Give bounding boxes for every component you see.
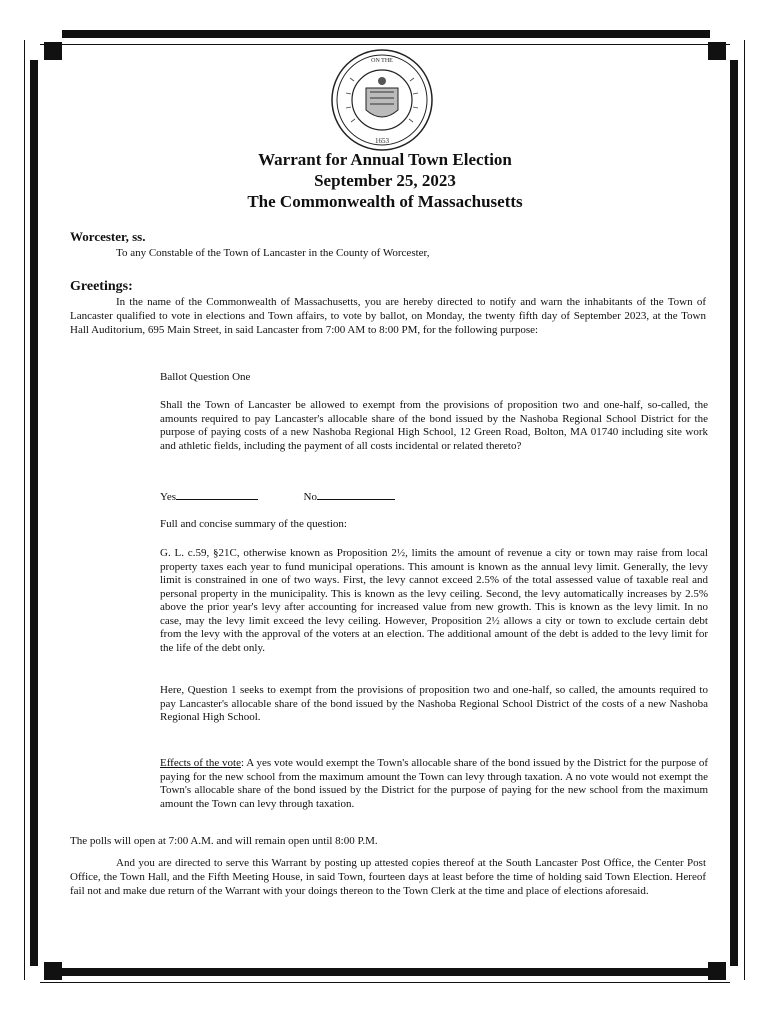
corner-br — [708, 962, 726, 980]
border-bottom — [62, 968, 710, 976]
county-text: To any Constable of the Town of Lancaster in the County of Worcester, — [116, 247, 430, 259]
greetings-text: In the name of the Commonwealth of Massachusetts, you are hereby directed to notify and warn the inhabitants of the Town of Lancaster qualified to vote in elections and Town affairs, to vote by ballot, on Monday, the twenty fifth day of September 2023, at the Town Hall Auditorium, 695 Main Street, in said Lancaster from 7:00 AM to 8:00 PM, for the following purpose: — [70, 296, 706, 336]
thin-bottom — [40, 982, 730, 983]
ballot-question: Shall the Town of Lancaster be allowed to exempt from the provisions of proposition two and one-half, so-called, the amounts required to pay Lancaster's allocable share of the bond issued by the Nashoba Regional School District for the purpose of paying costs of a new Nashoba Regional High School, 12 Green Road, Bolton, MA 01740 including site work and athletic fields, including the payment of all costs incidental or related thereto? — [160, 399, 708, 452]
corner-bl — [44, 962, 62, 980]
seal-year: 1653 — [375, 137, 389, 145]
town-seal — [330, 48, 434, 152]
title-line-1: Warrant for Annual Town Election — [258, 150, 512, 169]
thin-top — [40, 44, 730, 45]
effects-paragraph — [160, 757, 708, 811]
effects-text: : A yes vote would exempt the Town's allocable share of the bond issued by the District for the purpose of paying for the new school from the maximum amount the Town can levy through taxation. A no vote would not exempt the Town's allocable share of the bond issued by the District for the purpose of paying for the new school from the maximum amount the Town can levy through taxation. — [160, 757, 709, 810]
no-blank — [317, 489, 395, 500]
closing-text: And you are directed to serve this Warrant by posting up attested copies thereof at the South Lancaster Post Office, the Center Post Office, the Town Hall, and the Fifth Meeting House, in said Town, fourteen days at least before the time of holding said Town Election. Hereof fail not and make due return of the Warrant with your doings thereon to the Town Clerk at the time and place of elections aforesaid. — [70, 857, 706, 897]
seal-ring-top: ON THE — [371, 58, 393, 64]
no-label: No — [303, 491, 317, 503]
greetings-heading: Greetings: — [70, 279, 133, 294]
summary-paragraph-2: Here, Question 1 seeks to exempt from the provisions of proposition two and one-half, so called, the amounts required to pay Lancaster's allocable share of the bond issued by the Nashoba Regional School District of the costs of a new Nashoba Regional High School. — [160, 684, 708, 723]
county-heading: Worcester, ss. — [70, 229, 146, 244]
yes-no-line — [160, 489, 395, 503]
effects-label: Effects of the vote — [160, 757, 241, 769]
ballot-heading: Ballot Question One — [160, 371, 251, 383]
title-line-3: The Commonwealth of Massachusetts — [247, 192, 523, 211]
polls-text: The polls will open at 7:00 A.M. and will remain open until 8:00 P.M. — [70, 835, 378, 847]
border-top — [62, 30, 710, 38]
title-line-2: September 25, 2023 — [314, 171, 456, 190]
yes-label: Yes — [160, 491, 177, 503]
summary-heading: Full and concise summary of the question: — [160, 518, 347, 530]
yes-blank — [176, 489, 258, 500]
summary-paragraph-1: G. L. c.59, §21C, otherwise known as Proposition 2½, limits the amount of revenue a city or town may raise from local property taxes each year to fund municipal operations. This amount is known as the annual levy limit. Generally, the levy limit is constrained in one of two ways. First, the levy cannot exceed 2.5% of the total assessed value of taxable real and personal property in the municipality. This is known as the levy ceiling. Second, the levy automatically increases by 2.5% above the prior year's levy after accounting for increased value from new growth. This is known as the levy limit. In no case, may the levy limit exceed the levy ceiling. However, Proposition 2½ allows a city or town to exclude certain debt from the levy with the approval of the voters at an election. The additional amount of the debt is added to the levy limit for the life of the debt only. — [160, 547, 708, 654]
